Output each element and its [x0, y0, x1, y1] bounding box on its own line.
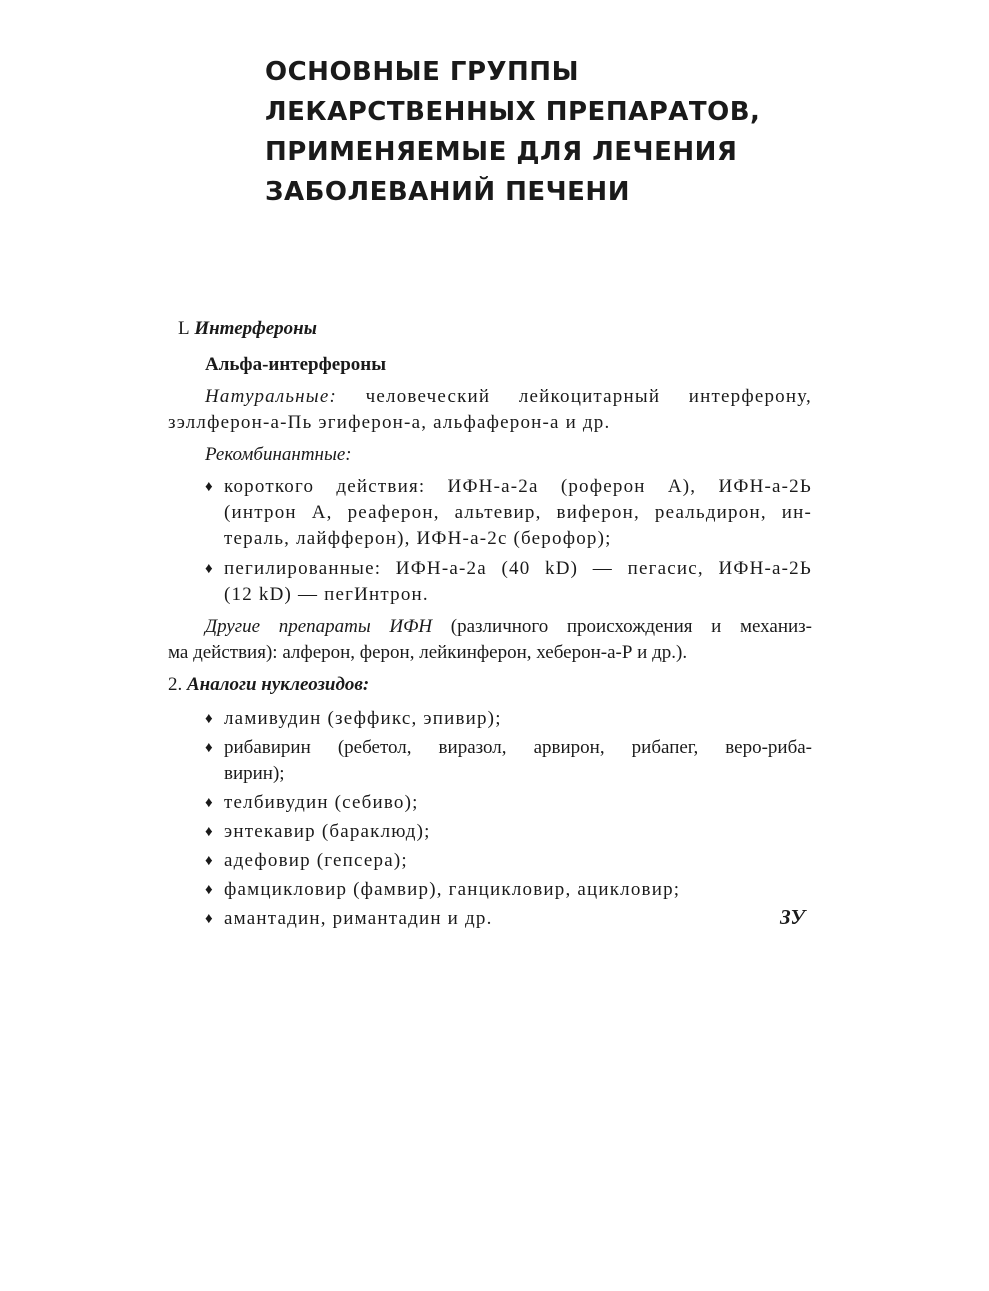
section-number: 2. — [168, 674, 183, 695]
list-item-line: амантадин, римантадин и др. — [224, 908, 493, 929]
page-number: ЗУ — [780, 905, 806, 929]
section-nucleoside-analogs — [168, 672, 812, 932]
section-number: L — [178, 318, 190, 339]
paragraph-line — [168, 384, 812, 410]
title-line: ОСНОВНЫЕ ГРУППЫ — [265, 57, 580, 87]
recombinant-list — [168, 474, 812, 608]
paragraph-line: ма действия): алферон, ферон, лейкинферон, хеберон-а-Р и др.). — [168, 642, 688, 663]
list-item — [168, 819, 812, 845]
list-item-line: вирин); — [224, 763, 285, 784]
list-item-line: (12 kD) — пегИнтрон. — [224, 584, 429, 605]
paragraph-other-ifn — [168, 614, 812, 666]
title-line: ПРИМЕНЯЕМЫЕ ДЛЯ ЛЕЧЕНИЯ — [265, 137, 738, 167]
list-item — [168, 848, 812, 874]
diamond-bullet-icon: ♦ — [205, 853, 213, 869]
other-ifn-text: (различного происхождения и механиз- — [450, 616, 812, 637]
subheading-alpha-interferons: Альфа-интерфероны — [205, 354, 387, 375]
list-item-line: ламивудин (зеффикс, эпивир); — [224, 708, 502, 729]
diamond-bullet-icon: ♦ — [205, 740, 213, 756]
list-item-line: адефовир (гепсера); — [224, 850, 408, 871]
list-item — [168, 735, 812, 787]
list-item — [168, 474, 812, 552]
section-heading-text: Интерфероны — [194, 318, 317, 339]
chapter-title — [265, 52, 825, 212]
title-line: ЗАБОЛЕВАНИЙ ПЕЧЕНИ — [265, 177, 630, 207]
paragraph-line — [168, 614, 812, 640]
body-text — [168, 316, 812, 935]
list-item-line: короткого действия: ИФН-а-2а (роферон А), ИФН-а-2Ь — [224, 476, 812, 497]
diamond-bullet-icon: ♦ — [205, 711, 213, 727]
diamond-bullet-icon: ♦ — [205, 911, 213, 927]
section-heading-interferons — [168, 316, 812, 342]
natural-label: Натуральные: — [205, 386, 338, 407]
diamond-bullet-icon: ♦ — [205, 824, 213, 840]
paragraph-natural — [168, 384, 812, 436]
list-item-line: тераль, лайфферон), ИФН-а-2с (берофор); — [224, 528, 612, 549]
list-item-line: (интрон А, реаферон, альтевир, виферон, реальдирон, ин- — [224, 502, 812, 523]
natural-text: человеческий лейкоцитарный интерферону, — [365, 386, 813, 407]
title-line: ЛЕКАРСТВЕННЫХ ПРЕПАРАТОВ, — [265, 97, 761, 127]
list-item-line: фамцикловир (фамвир), ганцикловир, ацикловир; — [224, 879, 681, 900]
list-item — [168, 877, 812, 903]
diamond-bullet-icon: ♦ — [205, 882, 213, 898]
list-item — [168, 556, 812, 608]
section-heading-text: Аналоги нуклеозидов: — [187, 674, 370, 695]
section-heading-nucleosides — [168, 672, 812, 698]
diamond-bullet-icon: ♦ — [205, 795, 213, 811]
list-item — [168, 790, 812, 816]
nucleoside-list — [168, 706, 812, 932]
list-item-line: пегилированные: ИФН-а-2а (40 kD) — пегасис, ИФН-а-2Ь — [224, 558, 812, 579]
diamond-bullet-icon: ♦ — [205, 479, 213, 495]
list-item — [168, 706, 812, 732]
list-item-line: телбивудин (себиво); — [224, 792, 419, 813]
diamond-bullet-icon: ♦ — [205, 561, 213, 577]
list-item-line: рибавирин (ребетол, виразол, арвирон, рибапег, веро-риба- — [224, 737, 812, 758]
paragraph-line: зэллферон-а-Пь эгиферон-а, альфаферон-а и др. — [168, 412, 611, 433]
recombinant-label: Рекомбинантные: — [205, 444, 352, 465]
other-ifn-label: Другие препараты ИФН — [205, 616, 433, 637]
list-item-line: энтекавир (бараклюд); — [224, 821, 431, 842]
list-item — [168, 906, 812, 932]
